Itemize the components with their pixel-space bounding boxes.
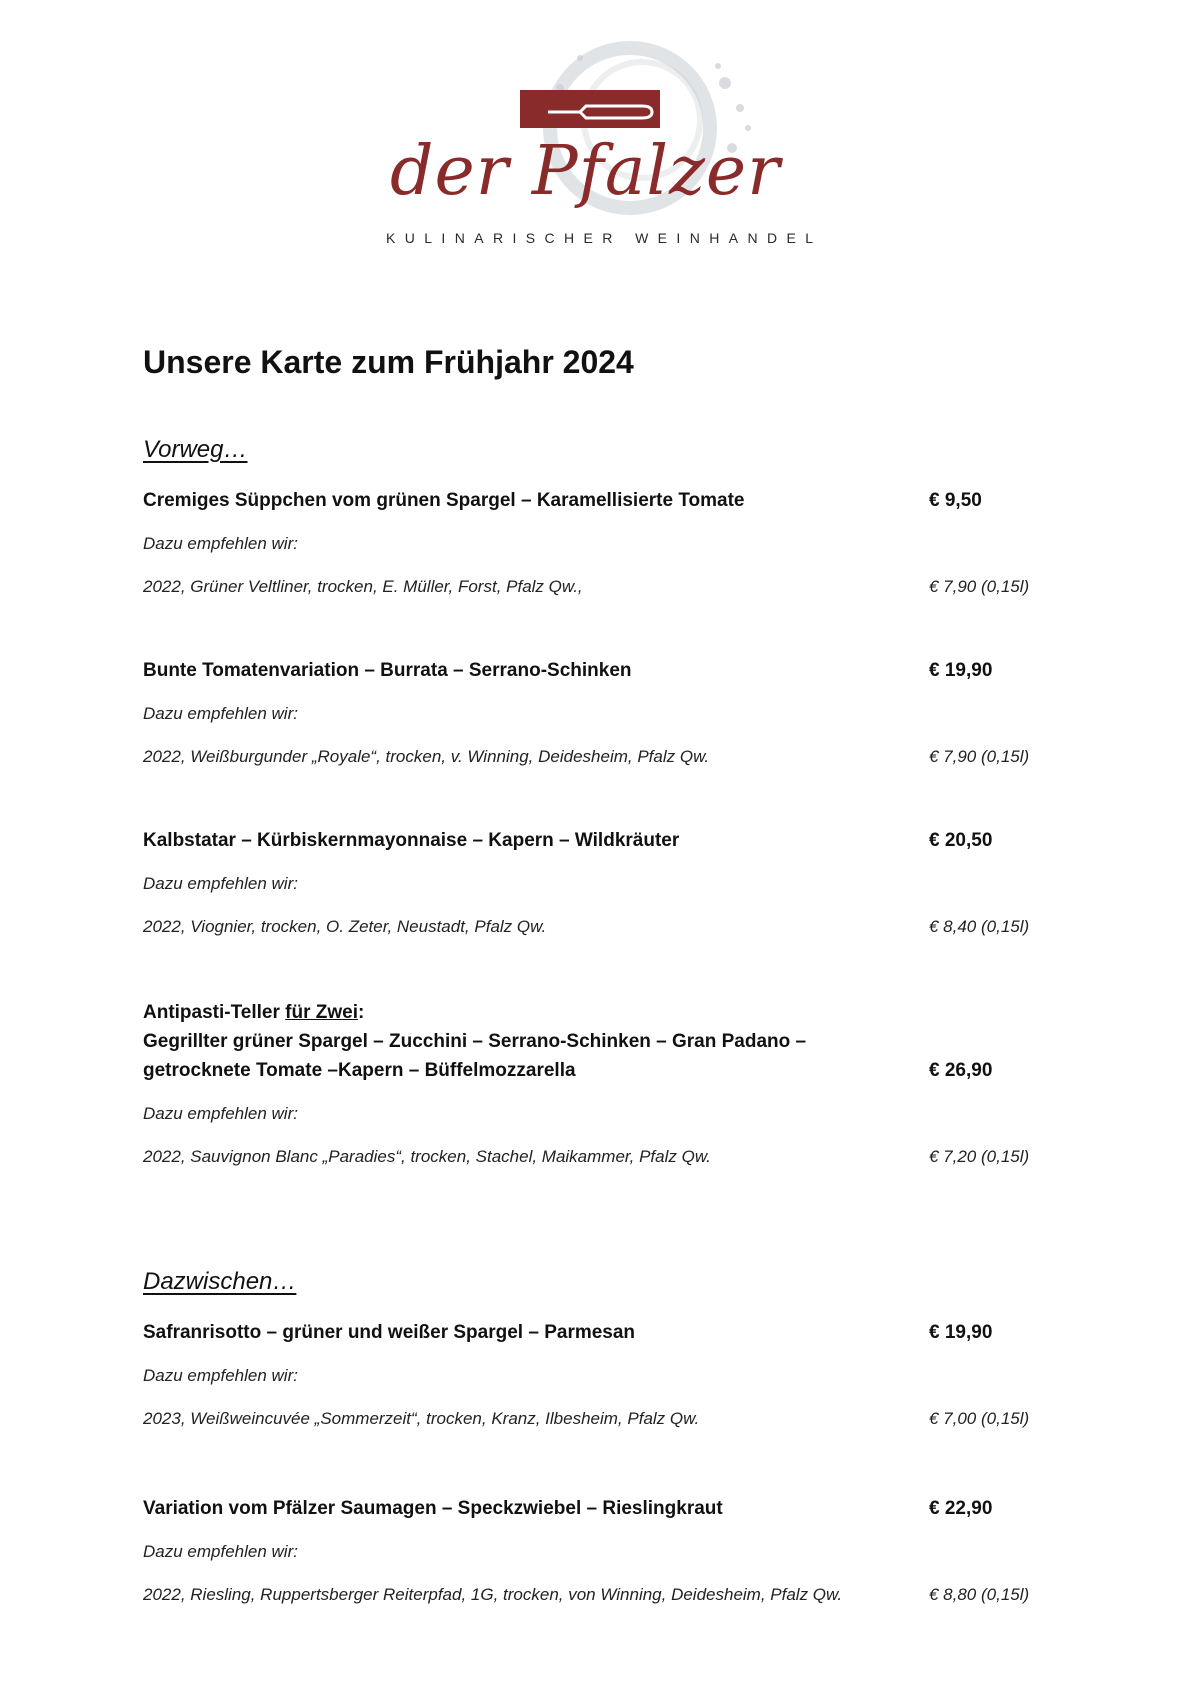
wine-price: € 7,90 (0,15l) <box>929 577 1030 596</box>
recommendation-label: Dazu empfehlen wir: <box>143 1366 298 1385</box>
section-heading-vorweg: Vorweg… <box>143 436 248 463</box>
dish-name-line-2: Gegrillter grüner Spargel – Zucchini – Serrano-Schinken – Gran Padano – <box>143 1031 807 1052</box>
dish-name-part: Antipasti-Teller <box>143 1002 286 1023</box>
wine-price: € 7,20 (0,15l) <box>929 1147 1030 1166</box>
logo <box>380 28 823 258</box>
dish-name-part: : <box>358 1002 365 1023</box>
dish-name-line-1 <box>143 998 364 1027</box>
wine-recommendation: 2022, Viognier, trocken, O. Zeter, Neustadt, Pfalz Qw. <box>143 917 547 936</box>
wine-recommendation: 2023, Weißweincuvée „Sommerzeit“, trocken, Kranz, Ilbesheim, Pfalz Qw. <box>143 1409 700 1428</box>
dish-price: € 20,50 <box>929 830 993 851</box>
recommendation-label: Dazu empfehlen wir: <box>143 1104 298 1123</box>
wine-recommendation: 2022, Weißburgunder „Royale“, trocken, v. Winning, Deidesheim, Pfalz Qw. <box>143 747 710 766</box>
wine-recommendation: 2022, Riesling, Ruppertsberger Reiterpfad, 1G, trocken, von Winning, Deidesheim, Pfalz Qw. <box>143 1585 843 1604</box>
logo-tagline: KULINARISCHER WEINHANDEL <box>386 230 823 246</box>
dish-price: € 19,90 <box>929 1322 993 1343</box>
section-heading-dazwischen: Dazwischen… <box>143 1268 297 1295</box>
dish-name-emphasis: für Zwei <box>285 1002 359 1023</box>
wine-recommendation: 2022, Sauvignon Blanc „Paradies“, trocken, Stachel, Maikammer, Pfalz Qw. <box>143 1147 711 1166</box>
wine-price: € 7,90 (0,15l) <box>929 747 1030 766</box>
wine-price: € 8,40 (0,15l) <box>929 917 1030 936</box>
dish-price: € 9,50 <box>929 490 982 511</box>
wine-price: € 8,80 (0,15l) <box>929 1585 1030 1604</box>
recommendation-label: Dazu empfehlen wir: <box>143 1542 298 1561</box>
dish-name: Safranrisotto – grüner und weißer Spargel – Parmesan <box>143 1322 636 1343</box>
dish-price: € 26,90 <box>929 1060 993 1081</box>
dish-name: Kalbstatar – Kürbiskernmayonnaise – Kapern – Wildkräuter <box>143 830 680 851</box>
recommendation-label: Dazu empfehlen wir: <box>143 704 298 723</box>
wine-price: € 7,00 (0,15l) <box>929 1409 1030 1428</box>
dish-name-line-3: getrocknete Tomate –Kapern – Büffelmozzarella <box>143 1060 576 1081</box>
recommendation-label: Dazu empfehlen wir: <box>143 874 298 893</box>
dish-name: Variation vom Pfälzer Saumagen – Speckzwiebel – Rieslingkraut <box>143 1498 723 1519</box>
dish-name: Bunte Tomatenvariation – Burrata – Serrano-Schinken <box>143 660 632 681</box>
page-title: Unsere Karte zum Frühjahr 2024 <box>143 344 634 380</box>
dish-price: € 19,90 <box>929 660 993 681</box>
dish-price: € 22,90 <box>929 1498 993 1519</box>
logo-brand-name: der Pfalzer <box>390 132 781 211</box>
dish-name: Cremiges Süppchen vom grünen Spargel – Karamellisierte Tomate <box>143 490 745 511</box>
recommendation-label: Dazu empfehlen wir: <box>143 534 298 553</box>
wine-recommendation: 2022, Grüner Veltliner, trocken, E. Müller, Forst, Pfalz Qw., <box>143 577 583 596</box>
logo-bar <box>520 90 660 128</box>
